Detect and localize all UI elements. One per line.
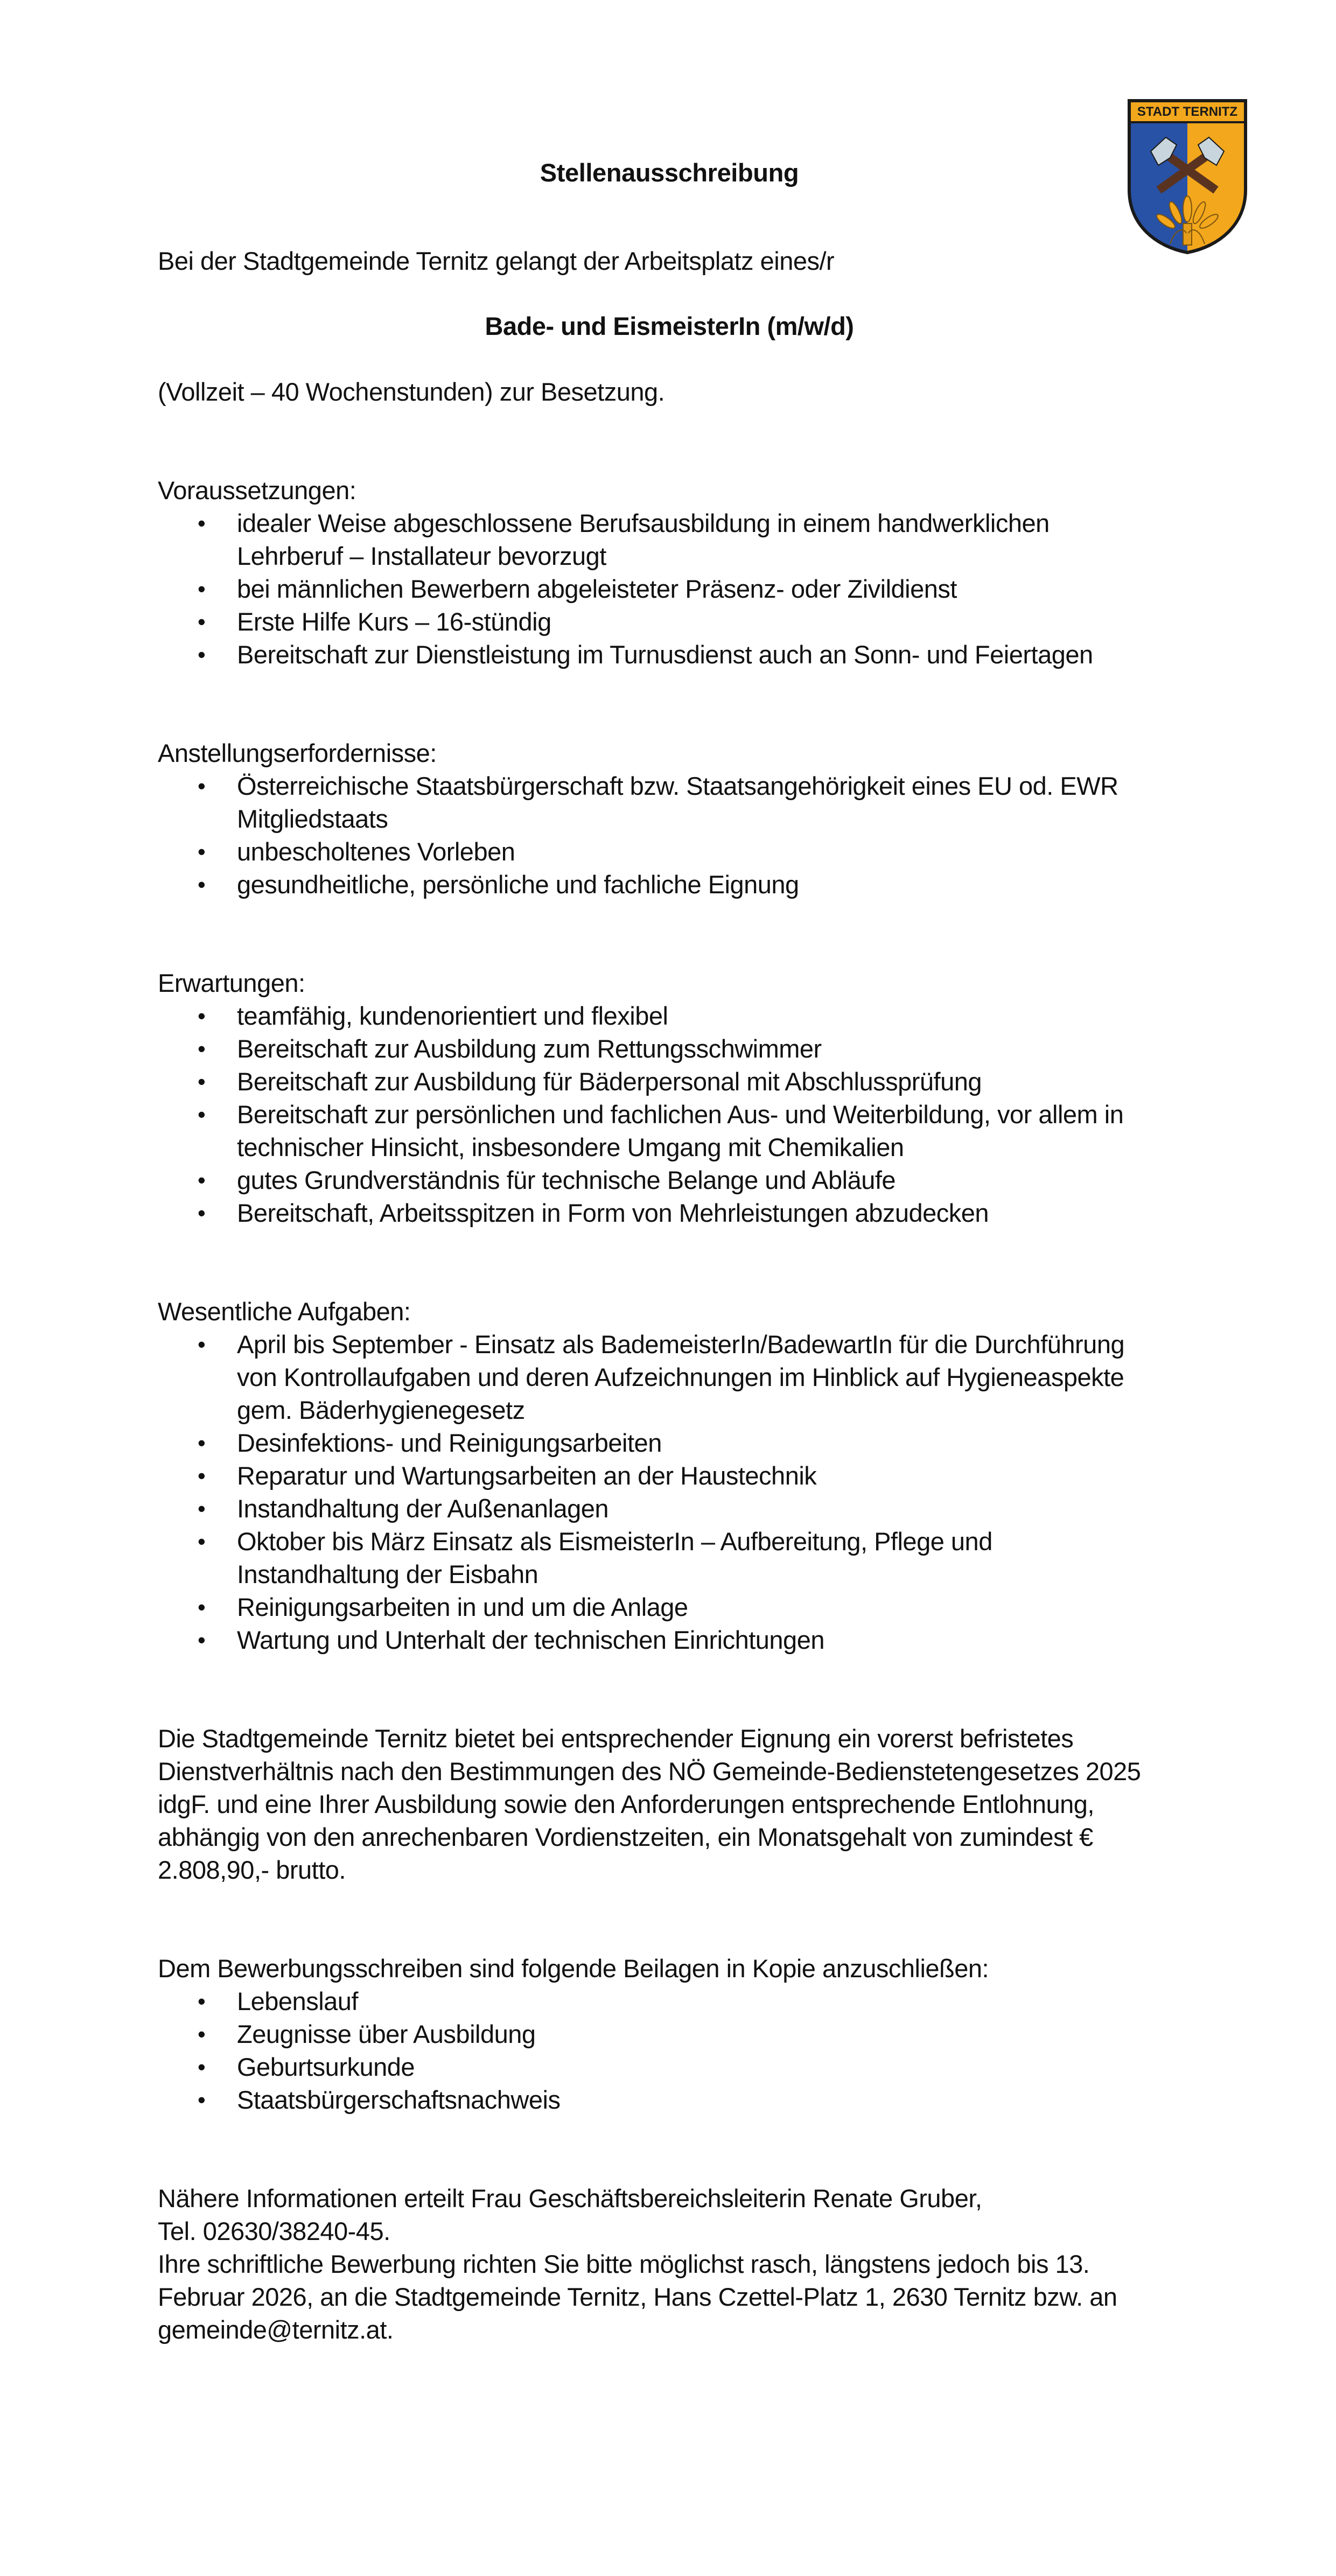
bullet-icon: •	[198, 1003, 206, 1028]
bullet-icon: •	[198, 2021, 206, 2047]
list-item-text: Lebenslauf	[237, 1987, 358, 2015]
list-item	[198, 868, 1131, 901]
list-item	[198, 1196, 1131, 1229]
section-heading: Erwartungen:	[158, 969, 305, 997]
contact-email-link[interactable]: gemeinde@ternitz.at	[158, 2315, 387, 2344]
list-item-text: Geburtsurkunde	[237, 2053, 415, 2081]
list-item-text: gesundheitliche, persönliche und fachliche Eignung	[237, 870, 799, 899]
bullet-icon: •	[198, 576, 206, 601]
bullet-icon: •	[198, 773, 206, 799]
list-item	[198, 1591, 1131, 1623]
bullet-icon: •	[198, 2087, 206, 2112]
list-item-text: Österreichische Staatsbürgerschaft bzw. Staatsangehörigkeit eines EU od. EWR Mitgliedstaats	[237, 772, 1118, 833]
employment-requirements-list	[158, 769, 1181, 901]
list-item	[198, 1164, 1131, 1196]
list-item-text: gutes Grundverständnis für technische Belange und Abläufe	[237, 1166, 896, 1194]
employment-type: (Vollzeit – 40 Wochenstunden) zur Besetzung.	[158, 377, 665, 406]
section-heading: Anstellungserfordernisse:	[158, 739, 437, 767]
section-employment-requirements	[158, 737, 1181, 901]
contact-person: Nähere Informationen erteilt Frau Geschäftsbereichsleiterin Renate Gruber,	[158, 2184, 982, 2213]
section-heading: Voraussetzungen:	[158, 476, 356, 505]
bullet-icon: •	[198, 510, 206, 536]
bullet-icon: •	[198, 1332, 206, 1357]
offer-paragraph: Die Stadtgemeinde Ternitz bietet bei entsprechender Eignung ein vorerst befristetes Dienstverhältnis nach den Bestimmungen des NÖ Gemeinde-Bedienstetengesetzes 2025 idgF. und eine Ihrer Ausbildung sowie den Anforderungen entsprechende Entlohnung, abhängig von den anrechenbaren Vordienstzeiten, ein Monatsgehalt von zumindest € 2.808,90,- brutto.	[158, 1724, 1141, 1884]
list-item	[198, 999, 1131, 1032]
attachments-heading: Dem Bewerbungsschreiben sind folgende Beilagen in Kopie anzuschließen:	[158, 1954, 989, 1983]
list-item	[198, 507, 1131, 572]
list-item	[198, 572, 1131, 605]
list-item-text: Bereitschaft zur persönlichen und fachlichen Aus- und Weiterbildung, vor allem in technischer Hinsicht, insbesondere Umgang mit Chemikalien	[237, 1100, 1124, 1161]
document-title: Stellenausschreibung	[540, 158, 799, 187]
bullet-icon: •	[198, 1430, 206, 1455]
bullet-icon: •	[198, 1594, 206, 1620]
intro-text: Bei der Stadtgemeinde Ternitz gelangt der Arbeitsplatz eines/r	[158, 247, 835, 275]
list-item	[198, 1623, 1131, 1656]
position-title: Bade- und EismeisterIn (m/w/d)	[485, 312, 854, 340]
list-item-text: bei männlichen Bewerbern abgeleisteter Präsenz- oder Zivildienst	[237, 575, 957, 603]
list-item-text: Wartung und Unterhalt der technischen Einrichtungen	[237, 1626, 824, 1654]
tasks-list	[158, 1328, 1181, 1656]
list-item-text: Oktober bis März Einsatz als EismeisterIn – Aufbereitung, Pflege und Instandhaltung der Eisbahn	[237, 1527, 992, 1588]
section-offer	[158, 1722, 1181, 1886]
section-heading: Wesentliche Aufgaben:	[158, 1297, 411, 1326]
application-text: Ihre schriftliche Bewerbung richten Sie bitte möglichst rasch, längstens jedoch bis 13. Februar 2026, an die Stadtgemeinde Ternitz, Hans Czettel-Platz 1, 2630 Ternitz bzw. an	[158, 2250, 1117, 2311]
list-item	[198, 1328, 1131, 1426]
bullet-icon: •	[198, 609, 206, 634]
list-item-text: idealer Weise abgeschlossene Berufsausbildung in einem handwerklichen Lehrberuf – Installateur bevorzugt	[237, 509, 1050, 570]
attachments-list	[158, 1985, 1181, 2116]
list-item-text: Bereitschaft zur Dienstleistung im Turnusdienst auch an Sonn- und Feiertagen	[237, 640, 1093, 669]
list-item-text: teamfähig, kundenorientiert und flexibel	[237, 1002, 668, 1030]
list-item	[198, 1492, 1131, 1525]
bullet-icon: •	[198, 1036, 206, 1061]
list-item-text: April bis September - Einsatz als BademeisterIn/BadewartIn für die Durchführung von Kontrollaufgaben und deren Aufzeichnungen im Hinblick auf Hygieneaspekte gem. Bäderhygienegesetz	[237, 1330, 1125, 1424]
list-item	[198, 1032, 1131, 1065]
list-item-text: Zeugnisse über Ausbildung	[237, 2020, 536, 2048]
bullet-icon: •	[198, 1102, 206, 1127]
bullet-icon: •	[198, 1627, 206, 1653]
bullet-icon: •	[198, 1200, 206, 1226]
section-expectations	[158, 967, 1181, 1229]
list-item	[198, 1459, 1131, 1492]
list-item-text: Reinigungsarbeiten in und um die Anlage	[237, 1593, 688, 1621]
sentence-end: .	[386, 2315, 394, 2344]
bullet-icon: •	[198, 1529, 206, 1554]
list-item-text: Bereitschaft, Arbeitsspitzen in Form von Mehrleistungen abzudecken	[237, 1199, 989, 1227]
bullet-icon: •	[198, 1463, 206, 1488]
list-item-text: Instandhaltung der Außenanlagen	[237, 1494, 609, 1523]
list-item	[198, 1426, 1131, 1459]
bullet-icon: •	[198, 1069, 206, 1094]
list-item	[198, 1985, 1131, 2018]
expectations-list	[158, 999, 1181, 1229]
bullet-icon: •	[198, 872, 206, 897]
list-item-text: Bereitschaft zur Ausbildung zum Rettungsschwimmer	[237, 1034, 822, 1063]
list-item	[198, 2083, 1131, 2116]
list-item	[198, 605, 1131, 638]
contact-info	[158, 2182, 1181, 2248]
list-item-text: Erste Hilfe Kurs – 16-stündig	[237, 607, 551, 636]
list-item	[198, 769, 1131, 835]
list-item	[198, 1098, 1131, 1164]
list-item-text: Reparatur und Wartungsarbeiten an der Haustechnik	[237, 1461, 817, 1490]
list-item-text: Bereitschaft zur Ausbildung für Bäderpersonal mit Abschlussprüfung	[237, 1067, 982, 1096]
bullet-icon: •	[198, 642, 206, 667]
job-posting	[158, 156, 1181, 2346]
bullet-icon: •	[198, 1496, 206, 1521]
application-instructions	[158, 2248, 1170, 2346]
section-contact	[158, 2182, 1181, 2346]
list-item-text: Staatsbürgerschaftsnachweis	[237, 2085, 561, 2114]
bullet-icon: •	[198, 2054, 206, 2080]
bullet-icon: •	[198, 839, 206, 864]
section-requirements	[158, 474, 1181, 671]
list-item	[198, 1065, 1131, 1098]
list-item	[198, 638, 1131, 671]
crest-label: STADT TERNITZ	[1137, 104, 1238, 119]
list-item	[198, 2018, 1131, 2050]
bullet-icon: •	[198, 1167, 206, 1193]
list-item	[198, 2050, 1131, 2083]
bullet-icon: •	[198, 1989, 206, 2014]
list-item	[198, 1525, 1131, 1591]
list-item	[198, 835, 1131, 868]
crest-gold-half	[1187, 122, 1248, 255]
list-item-text: Desinfektions- und Reinigungsarbeiten	[237, 1429, 662, 1457]
section-attachments	[158, 1952, 1181, 2116]
requirements-list	[158, 507, 1181, 671]
section-tasks	[158, 1295, 1181, 1656]
list-item-text: unbescholtenes Vorleben	[237, 837, 515, 866]
contact-phone[interactable]: Tel. 02630/38240-45.	[158, 2217, 390, 2245]
